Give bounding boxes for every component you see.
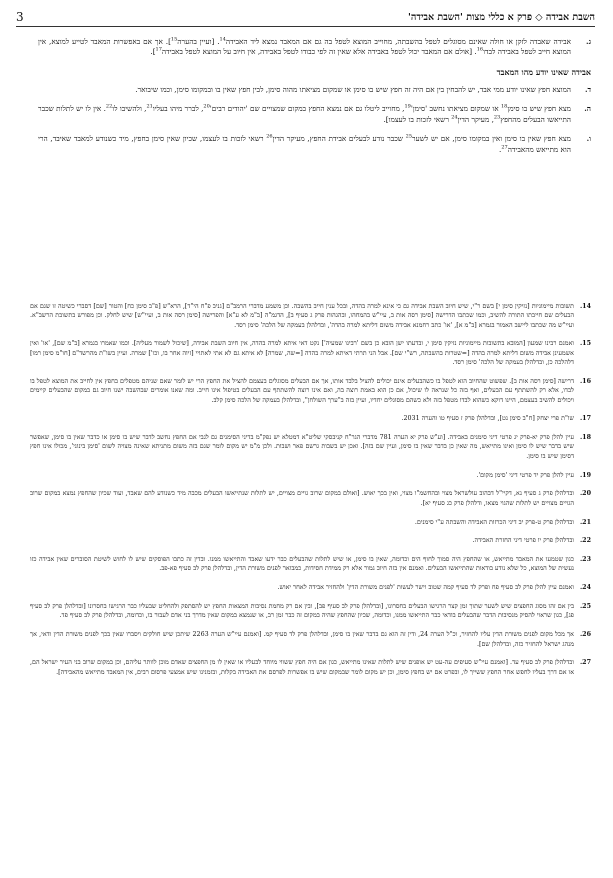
footnote xyxy=(30,339,591,367)
footnote-ref: 17 xyxy=(155,46,162,53)
text-segment: שכבר נודע לבעלים אבידת החפץ, מעיקר הדין xyxy=(272,134,406,144)
paragraph-text xyxy=(38,134,571,153)
footnote-number: 25. xyxy=(579,603,591,611)
footnote-ref: 22 xyxy=(105,104,113,111)
text-segment: , מחוייב ליטלו גם אם נמצא החפץ במקום שמצויים שם 'יהודים רבים' xyxy=(209,104,405,114)
footnote-number: 18. xyxy=(579,434,591,442)
footnote-number: 19. xyxy=(579,471,591,479)
text-segment: ]. אך אם באפשרות המאבד לטייע למוצא, אין המוצא חייב לטפל באבידה לבדו xyxy=(38,37,571,57)
footnote-ref: 18 xyxy=(500,104,508,111)
footnote-number: 15. xyxy=(579,340,591,348)
footnote-text: עיין להלן פרק יא-פרק יג פרטי דיני סימנים באבידה. [וע"ש פרק יא הערה 781 מדברי הגר"ח קניבסקי שליט"א דמטלא יש נפק"מ בדיני הסימנים גם לגבי אם החפץ נחשב לדבר שיש בו סימן או כדבר שאין בו סימן, שאפשר שיש בדבר שיש לו סימן ואינו מתייאש, מה שאין כן בדבר שאין בו סימן, ועיין שם בזה]. ואכן יש בשבות גרשם פאר ושבות. ולכן מ"מ יש מקום לומר שגם בזה משום מתניתא שאינה מצויה לשום 'סימן בינוני', מכולו אינו חפץ דסימן שיש בו סימן. xyxy=(30,434,574,460)
footnote-number: 22. xyxy=(579,537,591,545)
footnote xyxy=(30,302,591,330)
header-divider xyxy=(16,26,595,27)
footnote-text: דרישה [סימן רסה אות ב]. שפשוט שהחיוב הוא לטפל בו כשהבעלים אינם יכולים להציל בלבד אותו, אך אם הבעלים מסוגלים בעצמם להציל את החפץ הרי יש לומר שאם שניהם מטפלים בחפץ אין לחייב את המוצא לטפל בו לבדו, אלא רק להשתתף עם הבעלים, ואף בזה כל שנראה לו שיכול, אם כן הוא באמת רוצה בה, ואם אינו רוצה להשתתף עם הבעלים בטיפול אינו חייב. ומה שאנו אומרים שבהשבה ישנו חיוב גם במקום שהבעלים קיימים ויכולים להשיב בעצמם, היינו דוקא כשהוא לבדו מטפל בזה ולא כשהם מסוגלים יחדיו, ועיין בזה ב"ערך השולחן", ובדלהלן בעמקה של הלכה סימן קלב. xyxy=(30,377,574,404)
paragraph-label: ו. xyxy=(586,134,591,144)
footnote-text: ואמנם עיין להלן פרק לב סעיף פח ופרק לד סעיף קמה שטוב וישר לעשות 'לפנים משורת הדין' ולהחזיר אבידה לאחר יאוש. xyxy=(277,584,574,592)
footnote-text: שו"ת פרי יצחק [ח"ב סימן נט], ובדלהלן פרק ז סעיף טו והערה 2031. xyxy=(401,415,574,423)
footnote-text: אך מכל מקום לפנים משורת הדין עליו להחזיר, וכ"ל הערה 24, ודין זה הוא גם בדבר שאין בו סימן, ובדלהלן פרק לד סעיף קמ. [ואמנם עיי"ש הערה 2263 שיתכן שיש חולקים ויסברו שאין בכך לפנים משורת הדין ודאי, אך מנהג ישראל להחזיר כזה, ובדלהלן שם]. xyxy=(30,631,574,648)
paragraph xyxy=(38,37,591,58)
footnote xyxy=(30,555,591,574)
footnote-text: ואמנם רבינו שמעון [המובא בתשובות מיימוניות נזיקין סימן י, ובדעתו ישן הובא כן בשם 'רבינו שמעיה'] נקט דאי איתא למרה בהדה, אין חיוב השבת אבידה, [שיכול לשמור מעליה]. וכמו שאמרו בגמרא [ב"מ שם], 'או' ואין אשמעינן אבידה משום דליתא למרה בהדה [=שטרות בהשבתה, רש"י שם]. אבל הני תרתי דאיתא למרה בהדה [=שה, שמרה] לא איתא גם לא אתי לאתויי [זיוה אחר בו, וכו'] שמרה. ועיין בשו"ת מהרשד"ם [חו"מ סימן רמו] דלהלכה כן, ובדלהלן בעמקה של הלכה' סימן רסד. xyxy=(30,340,574,367)
text-segment: ]. xyxy=(150,47,156,57)
footnote-ref: 19 xyxy=(404,104,411,111)
paragraph-group xyxy=(38,85,591,155)
main-text xyxy=(38,37,591,164)
text-segment: מצא חפץ שיש בו סימן xyxy=(507,104,571,114)
paragraph-text xyxy=(135,85,571,94)
section-heading: אבידה שאינו יודע מהו המאבד xyxy=(496,66,591,77)
footnote-ref: 26 xyxy=(266,133,273,140)
paragraph-text xyxy=(38,104,571,123)
footnote-text: ובדלהלן פרק ג סעיף נא, דקיי"ל דבהוב עולשראל מצוי ובהחשמ"ו מצוי, ואין בכך יאוש. [ואולם במקום שרוב גויים מצויים, יש לתלות שנתייאשו הבעלים מכבה מיד כשנודע להם שאבד, ועוד שכיון שהחפץ נמצא במקום שרוב הגויים מצויים יש לתלות שהגוי מצאו, ודלהלן פרק כג סעיף יא]. xyxy=(30,490,574,507)
footnote xyxy=(30,471,591,480)
footnote-text: עיין להלן פרק יד פרטי דיני 'סימן מקום'. xyxy=(476,471,574,479)
footnote-number: 17. xyxy=(579,415,591,423)
footnote xyxy=(30,583,591,592)
footnote xyxy=(30,630,591,649)
footnote-number: 16. xyxy=(579,377,591,385)
footnote-ref: 27 xyxy=(501,144,508,151)
paragraph-text xyxy=(38,37,571,56)
footnote-ref: 20 xyxy=(203,104,210,111)
text-segment: רשאי לזכות בו לעצמו]. xyxy=(383,114,452,124)
paragraph xyxy=(38,134,591,155)
footnote-text: ובדלהלן פרק לב סעיף עד. [ואמנם עיי"ש סעיפים עה-עט יש אופנים שיש לתלות שאינו מתייאש, כגון אם היה חפץ ששווי מיוחד לבעליו או שאין לו מן החפצים שאדם מוכן לוותר עליהם, וכן במקום שרוב בני העיר ישראל הם, או אם דרך בעליו לחפש אחר החפץ ששייך לו, ובפרט אם יש בחפץ סימן, וכן יש מקום לומר שבמקום שיש בו אפשרות לפרסם את האבידה בקלות, ובזמנינו שיש אמצעי פרסום רבים, אין המאבד מתייאש מהאבידה]. xyxy=(30,659,574,676)
text-segment: או שמקום מציאתו נחשב 'סימן' xyxy=(410,104,501,114)
paragraph xyxy=(38,85,591,95)
text-segment: רשאי לזכות בו לעצמו, שכיון שאין סימן בחפץ, מיד כשנודע למאבד שאיבד, הרי הוא מתייאש מהאבידה xyxy=(38,134,571,154)
paragraph-label: ג. xyxy=(586,37,591,46)
footnote-text: ובדלהלן פרק יו פרטי דיני החזרת האבידה. xyxy=(472,537,574,545)
text-segment: המוצא חפץ שאינו יודע ממי אבד, יש להבחין בין אם היה זה חפץ שיש בו סימן או שמקום מציאתו מהוה סימן, לבין חפץ שאין בו ובמקומו סימן, וכמו שיבואר. xyxy=(135,85,571,95)
footnotes xyxy=(30,302,591,686)
footnote-text: תשובות מיימוניות [נזיקין סימן י] בשם ר"י, שיש חיוב השבת אבידה גם כי אינא למרה בהדה, ובכל ענין חייב בהשבה. וכן משמע מדברי הרמב"ם [גניב פ"ח הי"ד], הרא"ש [פ"ב סימן כח] והטור [שם] דסברי כשיטה זו שגם אם הבעלים שם חייבתו התורה להשיב, וכמו שכתבו הדרישה [סימן רסה אות ב, עיי"ש בהמחהו, ובהגהות פרק ג סעיף ב], הדגמ"ה [ב"מ לא ע"א] והפרישה [סימן רסה אות ב, ועיי"ש] שיש לחלק. וכן מפורש בתשובת הרשב"א. ועיי"ש מה שכתבו ליישב האמור בגמרא [ב"מ א], 'או' כתב רחמנא אבידה משום דליתא למרה בהדה', ובדלהלן בעמקה של הלכה' סימן רסד. xyxy=(30,303,574,329)
text-segment: מצא חפץ שאין בו סימן ואין במקומו סימן, אם יש לשער xyxy=(412,134,571,144)
footnote xyxy=(30,377,591,405)
page-header xyxy=(16,9,595,25)
footnote-text: בין אם זהו מסוג החפצים שיש לשער שתוך זמן קצר הרגישו הבעלים בחסרונו, [ובדלהלן פרק לב סעיף פב], ובין אם רק מחמת נסיבות המצאות החפץ יש להסתפק ולהחליט שבעליו כבר הרגישו בחסרונו [ובדלהלן פרק לב סעיף פג], כגון שראוי להסיק מנסיבות הדבר שהבעלים בודאי כבר התייאשו ממנו, וכדומה, שכיון שהחפץ שהיה במקום זה כבר זמן רב, או שנמצא במקום שאין מדרך בני אדם לעבור בו, וכדומה, ובדלהלן פרק לב סעיף פד. xyxy=(30,603,574,620)
text-segment: . [ועיין בהערה xyxy=(177,37,220,46)
footnote-number: 21. xyxy=(579,518,591,526)
footnote-ref: 25 xyxy=(405,133,413,140)
text-segment: . [אולם אם המאבד יכול לטפל באבידה אלא שאין זה לפי כבודו לטפל באבידה, אין חיוב על המוצא לטפל באבידה xyxy=(161,47,477,57)
footnote xyxy=(30,414,591,423)
footnote xyxy=(30,536,591,545)
footnote xyxy=(30,518,591,527)
footnote-ref: 16 xyxy=(476,46,484,53)
running-title: השבת אבידה ◇ פרק א כללי מצות 'השבת אבידה' xyxy=(408,12,595,23)
paragraph-label: ד. xyxy=(584,85,591,95)
footnote-ref: 21 xyxy=(146,104,153,111)
paragraph xyxy=(38,104,591,125)
paragraph-label: ה. xyxy=(584,104,591,114)
text-segment: . אין לו יש לתלות שכבר התייאשו הבעלים מהחפץ xyxy=(38,104,571,124)
footnote-text: ובדלהלן פרק ט-פרק יב דיני הכרזות האבידה והשבתה ע"י סימנים. xyxy=(414,518,574,526)
footnote-text: כגון שטמעו את המאבד מתייאש, או שהחפץ היה סמוך לחוף הים וכדומה, שאין בו סימן, או שיש לתלות שהבעלים כבר ידעו שאבד והתייאשו ממנו. ובדין זה כתבו הפוסקים שיש לו לחוש לשיטת הסוברים שאין אבידה כזו נעשית של המוצא, כל שלא נודע בודאות שהתייאשו הבעלים. ואמנם אין בזה חיוב גמור אלא רק ממידת חסידות, כמבואר לפנים משורת הדין, ובדלהלן פרק לב סעיף פא-פב. xyxy=(30,556,574,573)
footnote xyxy=(30,489,591,508)
footnote-ref: 23 xyxy=(493,114,501,121)
paragraph-group xyxy=(38,37,591,58)
text-segment: . xyxy=(499,144,502,154)
footnote xyxy=(30,433,591,461)
footnote-number: 20. xyxy=(579,490,591,498)
footnote xyxy=(30,658,591,677)
footnote-ref: 15 xyxy=(170,36,178,43)
text-segment: , ולהשיבו לו xyxy=(112,104,147,114)
footnote-number: 26. xyxy=(579,631,591,639)
footnote-number: 23. xyxy=(579,556,591,564)
text-segment: , מעיקר הדין xyxy=(457,114,494,124)
footnote-number: 14. xyxy=(579,303,591,310)
text-segment: אבידה שאבדה לזקן או חולה שאינם מסוגלים לטפל בהשבתה, מחוייב המוצא לטפל בה גם אם המאבד נמצא ליד האבידה xyxy=(225,37,571,46)
footnote-ref: 14 xyxy=(219,36,226,43)
footnote xyxy=(30,602,591,621)
footnote-number: 27. xyxy=(579,659,591,667)
footnote-ref: 24 xyxy=(451,114,458,121)
footnote-number: 24. xyxy=(579,584,591,592)
text-segment: , לברר מיהו בעליו xyxy=(152,104,204,114)
page-number: 3 xyxy=(16,10,24,24)
